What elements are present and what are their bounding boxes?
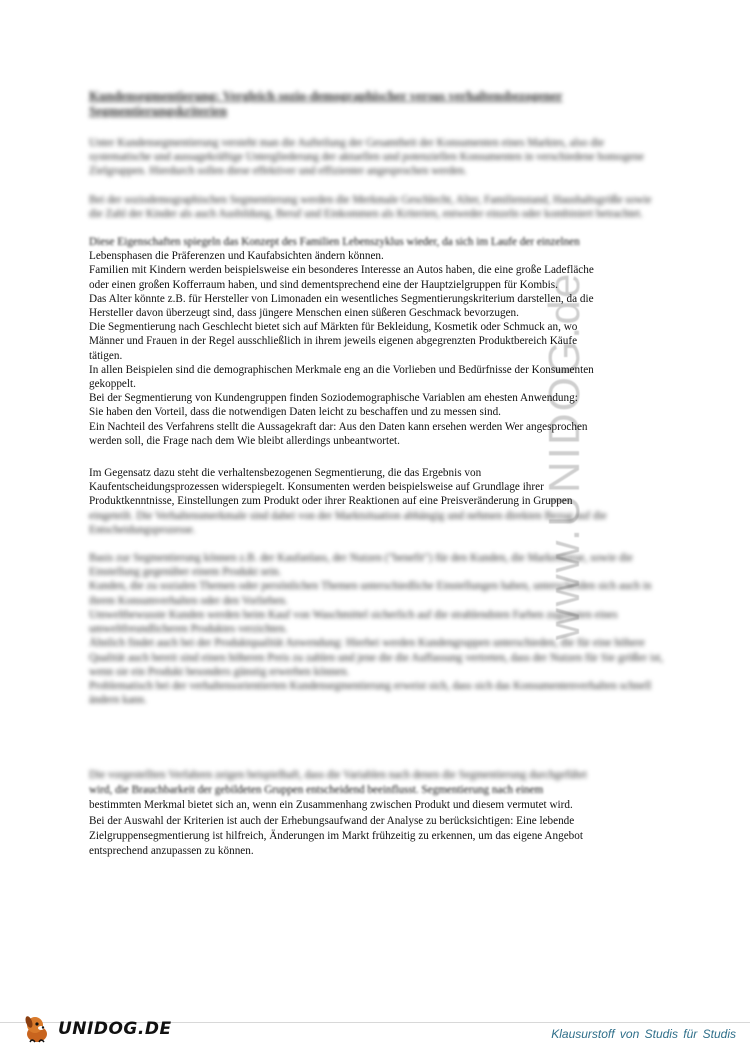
text-line: Sie haben den Vorteil, dass die notwendigen Daten leicht zu beschaffen und zu messen sind. (89, 406, 501, 419)
text-line: Die Segmentierung nach Geschlecht bietet sich auf Märkten für Bekleidung, Kosmetik oder Schmuck an, wo (89, 321, 578, 334)
text-line: Männer und Frauen in der Regel ausschließlich in ihrem jeweils eigenen abgegrenzten Produktbereich Käufe (89, 335, 578, 348)
text-line: Ein Nachteil des Verfahrens stellt die Aussagekraft dar: Aus den Daten kann ersehen werden Wer angesprochen (89, 420, 588, 433)
paragraph-behavioral-cont: eingeteilt. Die Verhaltensmerkmale sind dabei von der Marktsituation abhängig und nehmen direkten Bezug auf die Entscheidungsprozesse. (89, 509, 607, 536)
text-line: Lebensphasen die Präferenzen und Kaufabsichten ändern können. (89, 250, 384, 263)
document-title: Kundensegmentierung: Vergleich sozio-demographischer versus verhaltensbezogener Segmentierungskriterien (89, 88, 563, 118)
text-line: Familien mit Kindern werden beispielsweise ein besonderes Interesse an Autos haben, die eine große Ladefläche (89, 264, 594, 277)
paragraph-conclusion (89, 768, 664, 859)
paragraph-examples (89, 249, 664, 448)
text-line: bestimmten Merkmal bietet sich an, wenn ein Zusammenhang zwischen Produkt und diesem vermutet wird. (89, 799, 573, 812)
text-line: Bei der Segmentierung von Kundengruppen finden Soziodemographische Variablen am ehesten Anwendung: (89, 392, 578, 405)
footer-logo[interactable] (20, 1012, 172, 1046)
text-line: oder einen großen Kofferraum haben, und sind dementsprechend eine der Hauptzielgruppen für Kombis. (89, 278, 558, 291)
paragraph-intro: Unter Kundensegmentierung versteht man die Aufteilung der Gesamtheit der Konsumenten eines Marktes, also die systematische und aussagekräftige Untergliederung der aktuellen und potenziellen Konsumenten in verschiedene homogene Zielgruppen. Hierdurch sollen diese effektiver und effizienter angesprochen werden. (89, 137, 644, 178)
paragraph-problem: Problematisch bei der verhaltensorientierten Kundensegmentierung erweist sich, dass sich das Konsumentenverhalten schnell ändern kann. (89, 679, 652, 707)
text-line: Produktkenntnisse, Einstellungen zum Produkt oder ihrer Reaktionen auf eine Preisveränderung in Gruppen (89, 495, 573, 508)
footer-tagline: Klausurstoff von Studis für Studis (551, 1027, 736, 1041)
text-line: Im Gegensatz dazu steht die verhaltensbezogenen Segmentierung, die das Ergebnis von (89, 467, 482, 480)
paragraph-eco: Umweltbewusste Kunden werden beim Kauf von Waschmittel sicherlich auf die strahlendsten Farben zugunsten eines umweltfreundlicheren Produktes verzichten. (89, 608, 618, 636)
text-line: wird, die Brauchbarkeit der gebildeten Gruppen entscheidend beeinflusst. Segmentierung nach einem (89, 784, 544, 797)
text-line: werden soll, die Frage nach dem Wie bleibt allerdings unbeantwortet. (89, 434, 400, 447)
paragraph-behavioral (89, 466, 664, 509)
watermark: www.UNIDOG.de (540, 271, 589, 640)
text-line: Die vorgestellten Verfahren zeigen beispielhaft, dass die Variablen nach denen die Segmentierung durchgeführt (89, 769, 587, 781)
paragraph-basis: Basis zur Segmentierung können z.B. der Kaufanlass, der Nutzen ("benefit") für den Kunden, die Markentreue, sowie die Einstellung gegenüber einem Produkt sein. (89, 552, 633, 579)
document-body (89, 88, 664, 707)
logo-text: UNIDOG.DE (58, 1019, 172, 1039)
text-line: Zielgruppensegmentierung ist hilfreich, Änderungen im Markt frühzeitig zu erkennen, um das eigene Angebot (89, 829, 583, 842)
text-line: Hersteller davon überzeugt sind, dass jüngere Menschen einen süßeren Geschmack bevorzugen. (89, 307, 519, 320)
paragraph-quality: Ähnlich findet auch bei der Produktqualität Anwendung: Hierbei werden Kundengruppen unterschieden, die für eine höhere Qualität auch bereit sind einen höheren Preis zu zahlen und jene die die Auffassung vertreten, dass der Nutzen für Sie größer ist, wenn sie ein Produkt besonders günstig erwerben können. (89, 637, 664, 678)
text-line: Bei der Auswahl der Kriterien ist auch der Erhebungsaufwand der Analyse zu berücksichtigen: Eine lebende (89, 814, 575, 827)
paragraph-attitudes: Kunden, die zu sozialen Themen oder persönlichen Themen unterschiedliche Einstellungen haben, unterscheiden sich auch in ihrem Konsumverhalten oder den Vorlieben. (89, 580, 652, 607)
paragraph-lifecycle-line: Diese Eigenschaften spiegeln das Konzept des Familien Lebenszyklus wieder, da sich im Laufe der einzelnen (89, 236, 580, 249)
text-line: entsprechend anzupassen zu können. (89, 845, 254, 858)
paragraph-criteria: Bei der soziodemographischen Segmentierung werden die Merkmale Geschlecht, Alter, Familienstand, Haushaltsgröße sowie die Zahl der Kinder als auch Ausbildung, Beruf und Einkommen als Kriterien, entweder einzeln oder kombiniert betrachtet. (89, 193, 652, 220)
text-line: Kaufentscheidungsprozessen widerspiegelt. Konsumenten werden beispielsweise auf Grundlage ihrer (89, 481, 544, 494)
text-line: tätigen. (89, 349, 123, 362)
text-line: In allen Beispielen sind die demographischen Merkmale eng an die Vorlieben und Bedürfnisse der Konsumenten (89, 363, 594, 376)
dog-mascot-icon (20, 1012, 54, 1046)
text-line: gekoppelt. (89, 378, 136, 391)
text-line: Das Alter könnte z.B. für Hersteller von Limonaden ein wesentliches Segmentierungskriterium darstellen, da die (89, 292, 594, 305)
